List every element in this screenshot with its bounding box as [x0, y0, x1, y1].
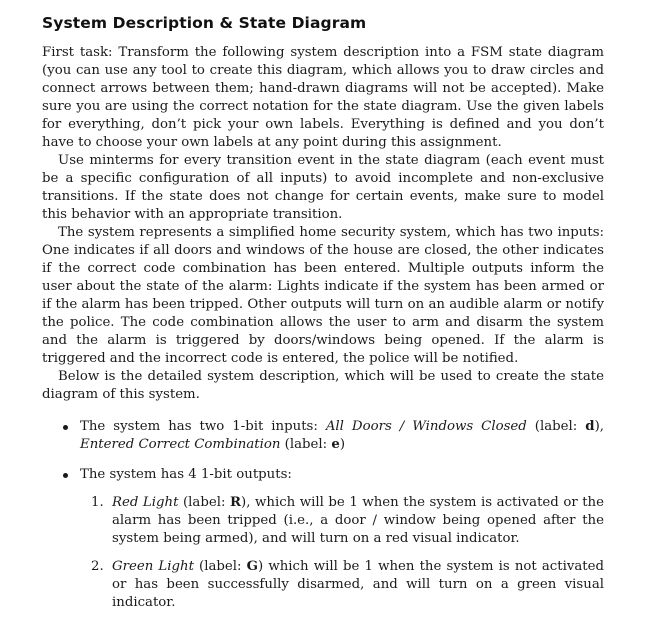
output-item-green-light: 2. Green Light (label: G) which will be 1 when the system is not activated or has been successfully disarmed, and will turn on a green visual indicator. — [91, 559, 604, 610]
output-label: G — [246, 559, 259, 574]
bullet-dot-icon — [63, 473, 68, 478]
section-title: System Description & State Diagram — [42, 14, 367, 32]
bullet-outputs — [42, 466, 604, 612]
paragraph-system-overview: The system represents a simplified home security system, which has two inputs: One indicates if all doors and windows of the house are closed, the other indicates if the correct code combination has been entered. Multiple outputs inform the user about the state of the alarm: Lights indicate if the system has been armed or if the alarm has been tripped. Other outputs will turn on an audible alarm or notify the police. The code combination allows the user to arm and disarm the system and the alarm is triggered by doors/windows being opened. If the alarm is triggered and the incorrect code is entered, the police will be notified. — [42, 225, 604, 366]
input-doors-name: All Doors / Windows Closed — [325, 419, 527, 434]
paragraph-minterms: Use minterms for every transition event in the state diagram (each event must be a specific configuration of all inputs) to avoid incomplete and non-exclusive transitions. If the state does not change for certain events, make sure to model this behavior with an appropriate transition. — [42, 153, 604, 222]
input-doors-label: d — [585, 419, 595, 434]
output-name: Green Light — [112, 559, 194, 574]
bullet-list — [42, 418, 604, 612]
output-label: R — [229, 495, 242, 510]
list-number: 1. — [91, 495, 104, 510]
paragraph-detailed-intro: Below is the detailed system description, which will be used to create the state diagram of this system. — [42, 369, 604, 402]
bullet-inputs: The system has two 1-bit inputs: All Doors / Windows Closed (label: d), Entered Correct Combination (label: e) — [42, 418, 604, 454]
input-code-label: e — [331, 437, 340, 452]
document — [42, 14, 604, 624]
bullet-outputs-text: The system has 4 1-bit outputs: — [80, 467, 292, 482]
outputs-list — [80, 494, 604, 612]
list-number: 2. — [91, 559, 104, 574]
paragraph-first-task: First task: Transform the following system description into a FSM state diagram (you can use any tool to create this diagram, which allows you to draw circles and connect arrows between them; hand-drawn diagrams will not be accepted). Make sure you are using the correct notation for the state diagram. Use the given labels for everything, don’t pick your own labels. Everything is defined and you don’t have to choose your own labels at any point during this assignment. — [42, 45, 604, 150]
input-code-name: Entered Correct Combination — [80, 437, 281, 452]
bullet-dot-icon — [63, 425, 68, 430]
output-name: Red Light — [112, 495, 179, 510]
output-item-red-light: 1. Red Light (label: R), which will be 1 when the system is activated or the alarm has been tripped (i.e., a door / window being opened after the system being armed), and will turn on a red visual indicator. — [91, 495, 604, 546]
